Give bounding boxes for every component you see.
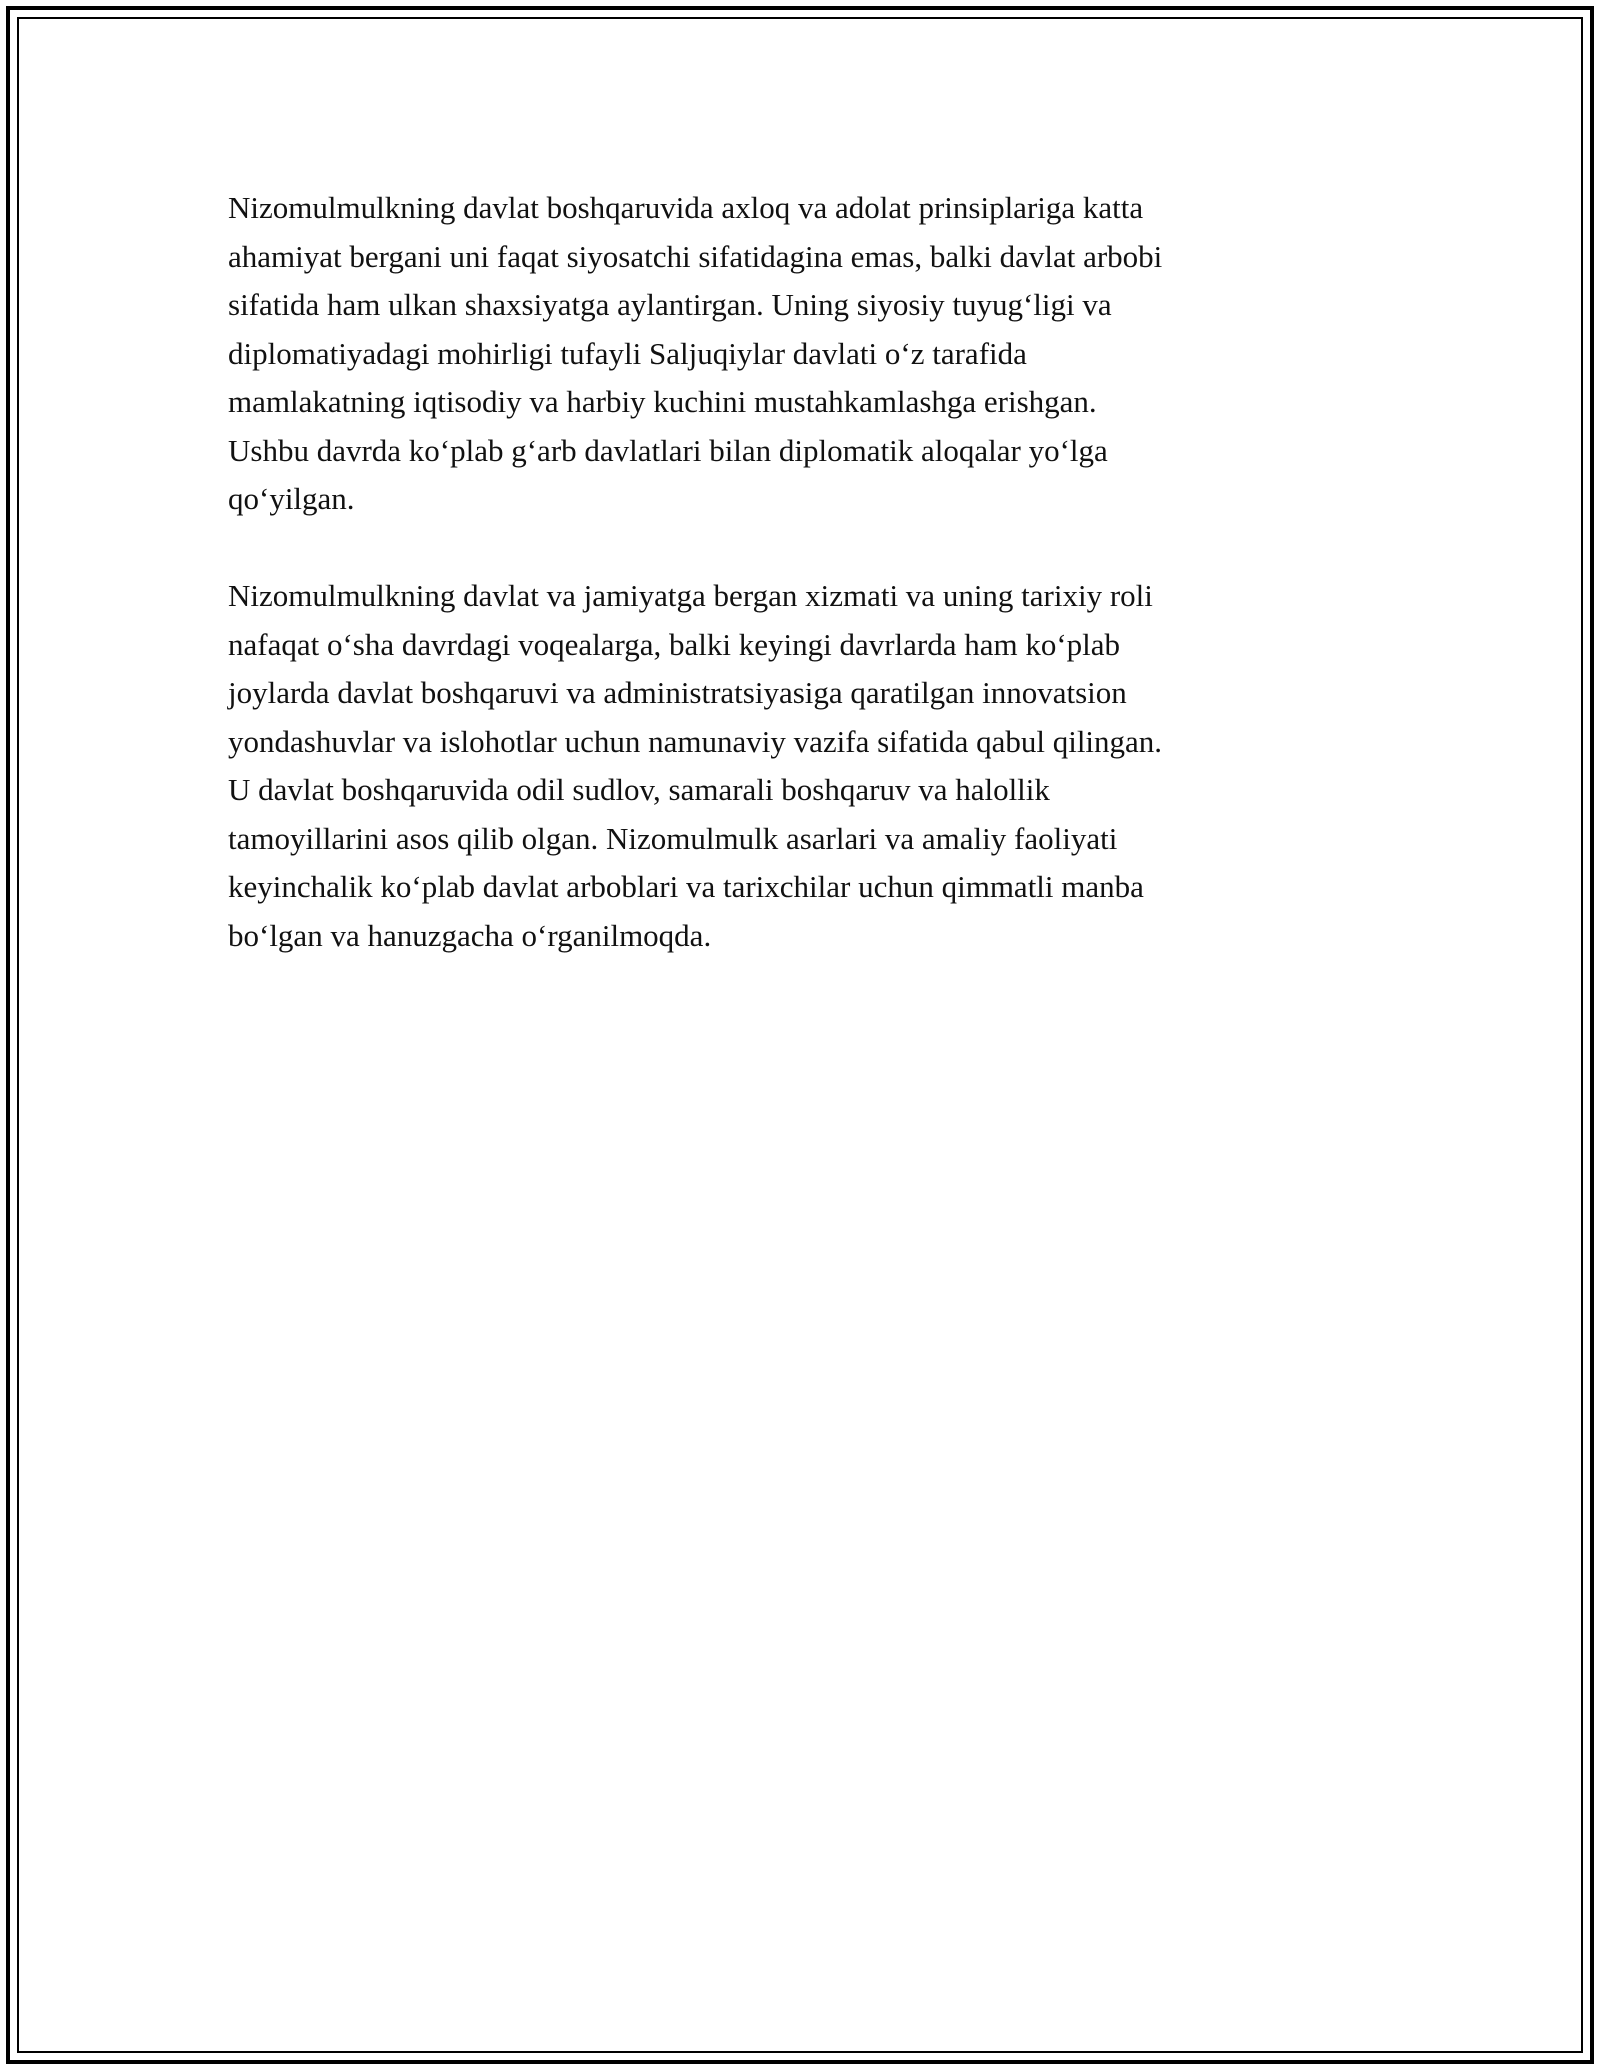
text-line: ahamiyat bergani uni faqat siyosatchi sifatidagina emas, balki davlat arbobi [228,238,1163,274]
text-line: tamoyillarini asos qilib olgan. Nizomulmulk asarlari va amaliy faoliyati [228,820,1118,856]
text-line: U davlat boshqaruvida odil sudlov, samarali boshqaruv va halollik [228,772,1050,807]
text-line: Nizomulmulkning davlat va jamiyatga bergan xizmati va uning tarixiy roli [228,578,1153,613]
paragraph-2 [228,572,1378,960]
paragraph-1 [228,184,1378,524]
text-line: mamlakatning iqtisodiy va harbiy kuchini mustahkamlashga erishgan. [228,384,1097,419]
text-line: nafaqat o‘sha davrdagi voqealarga, balki keyingi davrlarda ham ko‘plab [228,626,1121,662]
text-line: sifatida ham ulkan shaxsiyatga aylantirgan. Uning siyosiy tuyug‘ligi va [228,287,1112,322]
document-body [228,184,1378,960]
text-line: Ushbu davrda ko‘plab g‘arb davlatlari bilan diplomatik aloqalar yo‘lga [228,432,1108,468]
text-line: joylarda davlat boshqaruvi va administratsiyasiga qaratilgan innovatsion [228,675,1127,710]
text-line: Nizomulmulkning davlat boshqaruvida axloq va adolat prinsiplariga katta [228,190,1144,225]
text-line: yondashuvlar va islohotlar uchun namunaviy vazifa sifatida qabul qilingan. [228,723,1163,759]
text-line: keyinchalik ko‘plab davlat arboblari va tarixchilar uchun qimmatli manba [228,869,1144,904]
text-line: qo‘yilgan. [228,481,355,516]
text-line: bo‘lgan va hanuzgacha o‘rganilmoqda. [228,917,712,953]
text-line: diplomatiyadagi mohirligi tufayli Saljuqiylar davlati o‘z tarafida [228,335,1027,371]
